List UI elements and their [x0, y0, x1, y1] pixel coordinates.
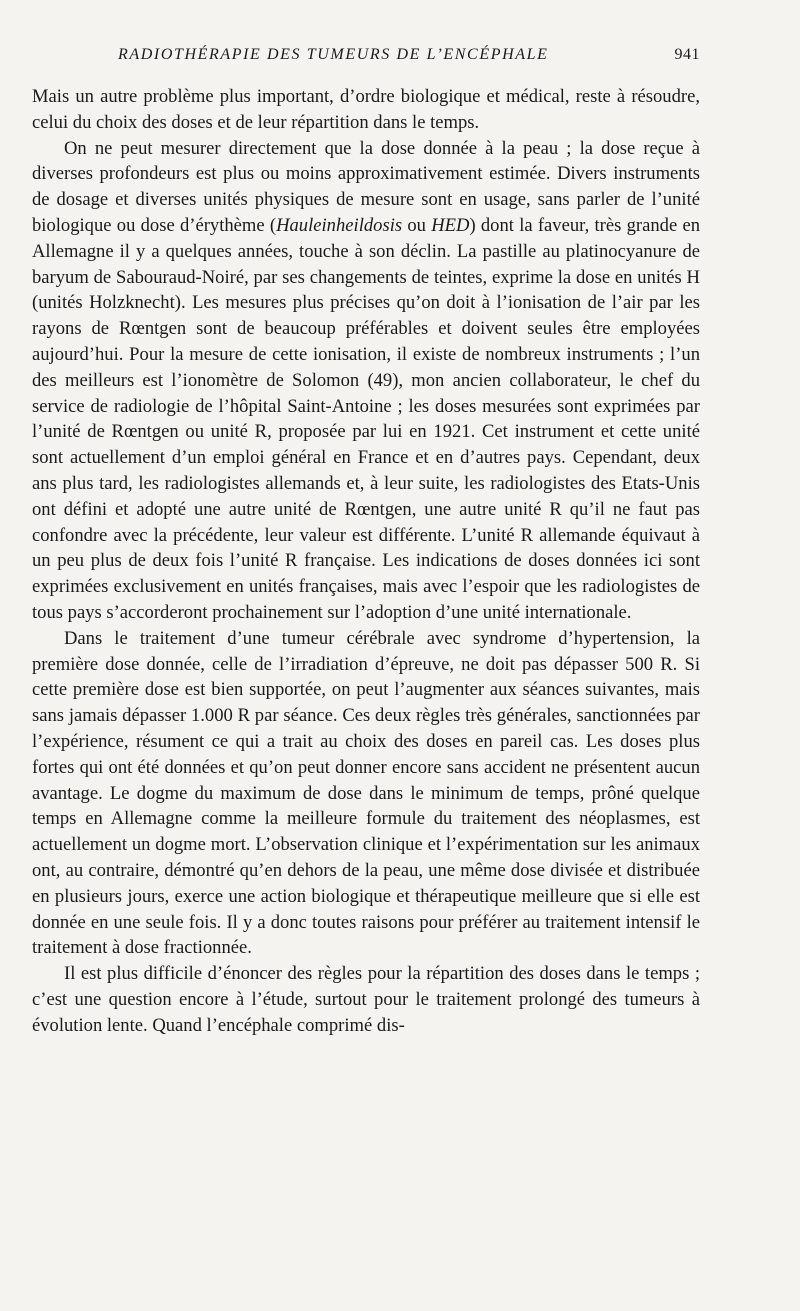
- paragraph-2: [32, 136, 700, 626]
- paragraph-4: Il est plus difficile d’énoncer des règles pour la répartition des doses dans le temps ; c’est une question encore à l’étude, surtout pour le traitement prolongé des tumeurs à évolution lente. Quand l’encéphale comprimé dis-: [32, 963, 700, 1036]
- hed-german-term: Hauleinheildosis: [276, 214, 403, 236]
- paragraph-2-part-b: ou: [402, 214, 432, 236]
- paragraph-3: Dans le traitement d’une tumeur cérébrale avec syndrome d’hypertension, la première dose donnée, celle de l’irradiation d’épreuve, ne doit pas dépasser 500 R. Si cette première dose est bien supportée, on peut l’augmenter aux séances suivantes, mais sans jamais dépasser 1.000 R par séance. Ces deux règles très générales, sanctionnées par l’expérience, résument ce qui a trait au choix des doses en pareil cas. Les doses plus fortes qui ont été données et qu’on peut donner encore sans accident ne présentent aucun avantage. Le dogme du maximum de dose dans le minimum de temps, prôné quelque temps en Allemagne comme la meilleure formule du traitement des néoplasmes, est actuellement un dogme mort. L’observation clinique et l’expérimentation sur les animaux ont, au contraire, démontré qu’en dehors de la peau, une même dose divisée et distribuée en plusieurs jours, exerce une action biologique et thérapeutique meilleure que si elle est donnée en une seule fois. Il y a donc toutes raisons pour préférer au traitement intensif le traitement à dose fractionnée.: [32, 627, 700, 959]
- paragraph-1: Mais un autre problème plus important, d’ordre biologique et médical, reste à résoudre, celui du choix des doses et de leur répartition dans le temps.: [32, 86, 700, 133]
- page-number: 941: [674, 46, 700, 63]
- paragraph-2-part-c: ) dont la faveur, très grande en Allemagne il y a quelques années, touche à son déclin. La pastille au platinocyanure de baryum de Sabouraud-Noiré, par ses changements de teintes, exprime la dose en unités H (unités Holzknecht). Les mesures plus précises qu’on doit à l’ionisation de l’air par les rayons de Rœntgen sont de beaucoup préférables et doivent seules être employées aujourd’hui. Pour la mesure de cette ionisation, il existe de nombreux instruments ; l’un des meilleurs est l’ionomètre de Solomon (49), mon ancien collaborateur, le chef du service de radiologie de l’hôpital Saint-Antoine ; les doses mesurées sont exprimées par l’unité de Rœntgen ou unité R, proposée par lui en 1921. Cet instrument et cette unité sont actuellement d’un emploi général en France et en d’autres pays. Cependant, deux ans plus tard, les radiologistes allemands et, à leur suite, les radiologistes des Etats-Unis ont défini et adopté une autre unité de Rœntgen, une autre unité R qu’il ne faut pas confondre avec la précédente, leur valeur est différente. L’unité R allemande équivaut à un peu plus de deux fois l’unité R française. Les indications de doses données ici sont exprimées exclusivement en unités françaises, mais avec l’espoir que les radiologistes de tous pays s’accorderont prochainement sur l’adoption d’une unité internationale.: [32, 214, 700, 623]
- paragraph-2-part-a: On ne peut mesurer directement que la dose donnée à la peau ; la dose reçue à diverses profondeurs est plus ou moins approximativement estimée. Divers instruments de dosage et diverses unités physiques de mesure sont en usage, sans parler de l’unité biologique ou dose d’érythème (: [32, 137, 700, 236]
- hed-abbreviation: HED: [431, 214, 470, 236]
- running-title: RADIOTHÉRAPIE DES TUMEURS DE L’ENCÉPHALE: [118, 46, 549, 63]
- body-text: [32, 84, 700, 1038]
- running-header: [32, 46, 700, 74]
